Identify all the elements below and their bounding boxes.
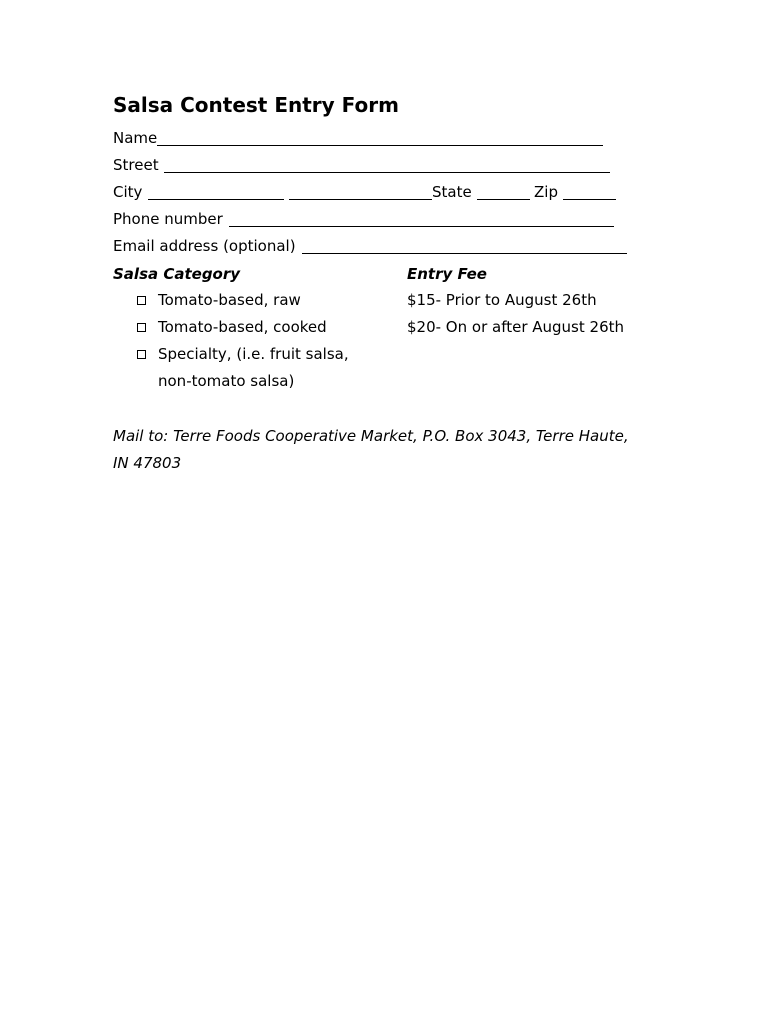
- street-field: [113, 155, 613, 175]
- mail-to-address: Mail to: Terre Foods Cooperative Market, P.O. Box 3043, Terre Haute,: [113, 427, 629, 445]
- option-label: Specialty, (i.e. fruit salsa,: [158, 345, 349, 363]
- phone-field: [113, 209, 618, 229]
- fee-line-late: $20- On or after August 26th: [407, 318, 624, 336]
- form-title: Salsa Contest Entry Form: [113, 93, 399, 117]
- name-field: [113, 128, 608, 148]
- zip-label: Zip: [534, 183, 558, 201]
- option-label-continuation: non-tomato salsa): [158, 372, 295, 390]
- phone-blank[interactable]: [229, 226, 614, 227]
- option-label: Tomato-based, cooked: [158, 318, 327, 336]
- email-field: [113, 236, 631, 256]
- city-blank-2[interactable]: [289, 199, 432, 200]
- phone-label: Phone number: [113, 210, 223, 228]
- city-blank[interactable]: [148, 199, 284, 200]
- state-label: State: [432, 183, 472, 201]
- fee-line-early: $15- Prior to August 26th: [407, 291, 597, 309]
- email-label: Email address (optional): [113, 237, 296, 255]
- salsa-category-heading: Salsa Category: [113, 265, 241, 283]
- entry-fee-heading: Entry Fee: [407, 265, 487, 283]
- checkbox-icon[interactable]: [137, 323, 146, 332]
- state-blank[interactable]: [477, 199, 530, 200]
- email-blank[interactable]: [302, 253, 627, 254]
- name-label: Name: [113, 129, 158, 147]
- mail-to-address-cont: IN 47803: [113, 454, 182, 472]
- name-blank[interactable]: [157, 145, 603, 146]
- street-label: Street: [113, 156, 159, 174]
- zip-blank[interactable]: [563, 199, 616, 200]
- city-state-zip-field: [113, 182, 623, 202]
- city-label: City: [113, 183, 143, 201]
- street-blank[interactable]: [164, 172, 610, 173]
- checkbox-icon[interactable]: [137, 296, 146, 305]
- option-label: Tomato-based, raw: [158, 291, 301, 309]
- checkbox-icon[interactable]: [137, 350, 146, 359]
